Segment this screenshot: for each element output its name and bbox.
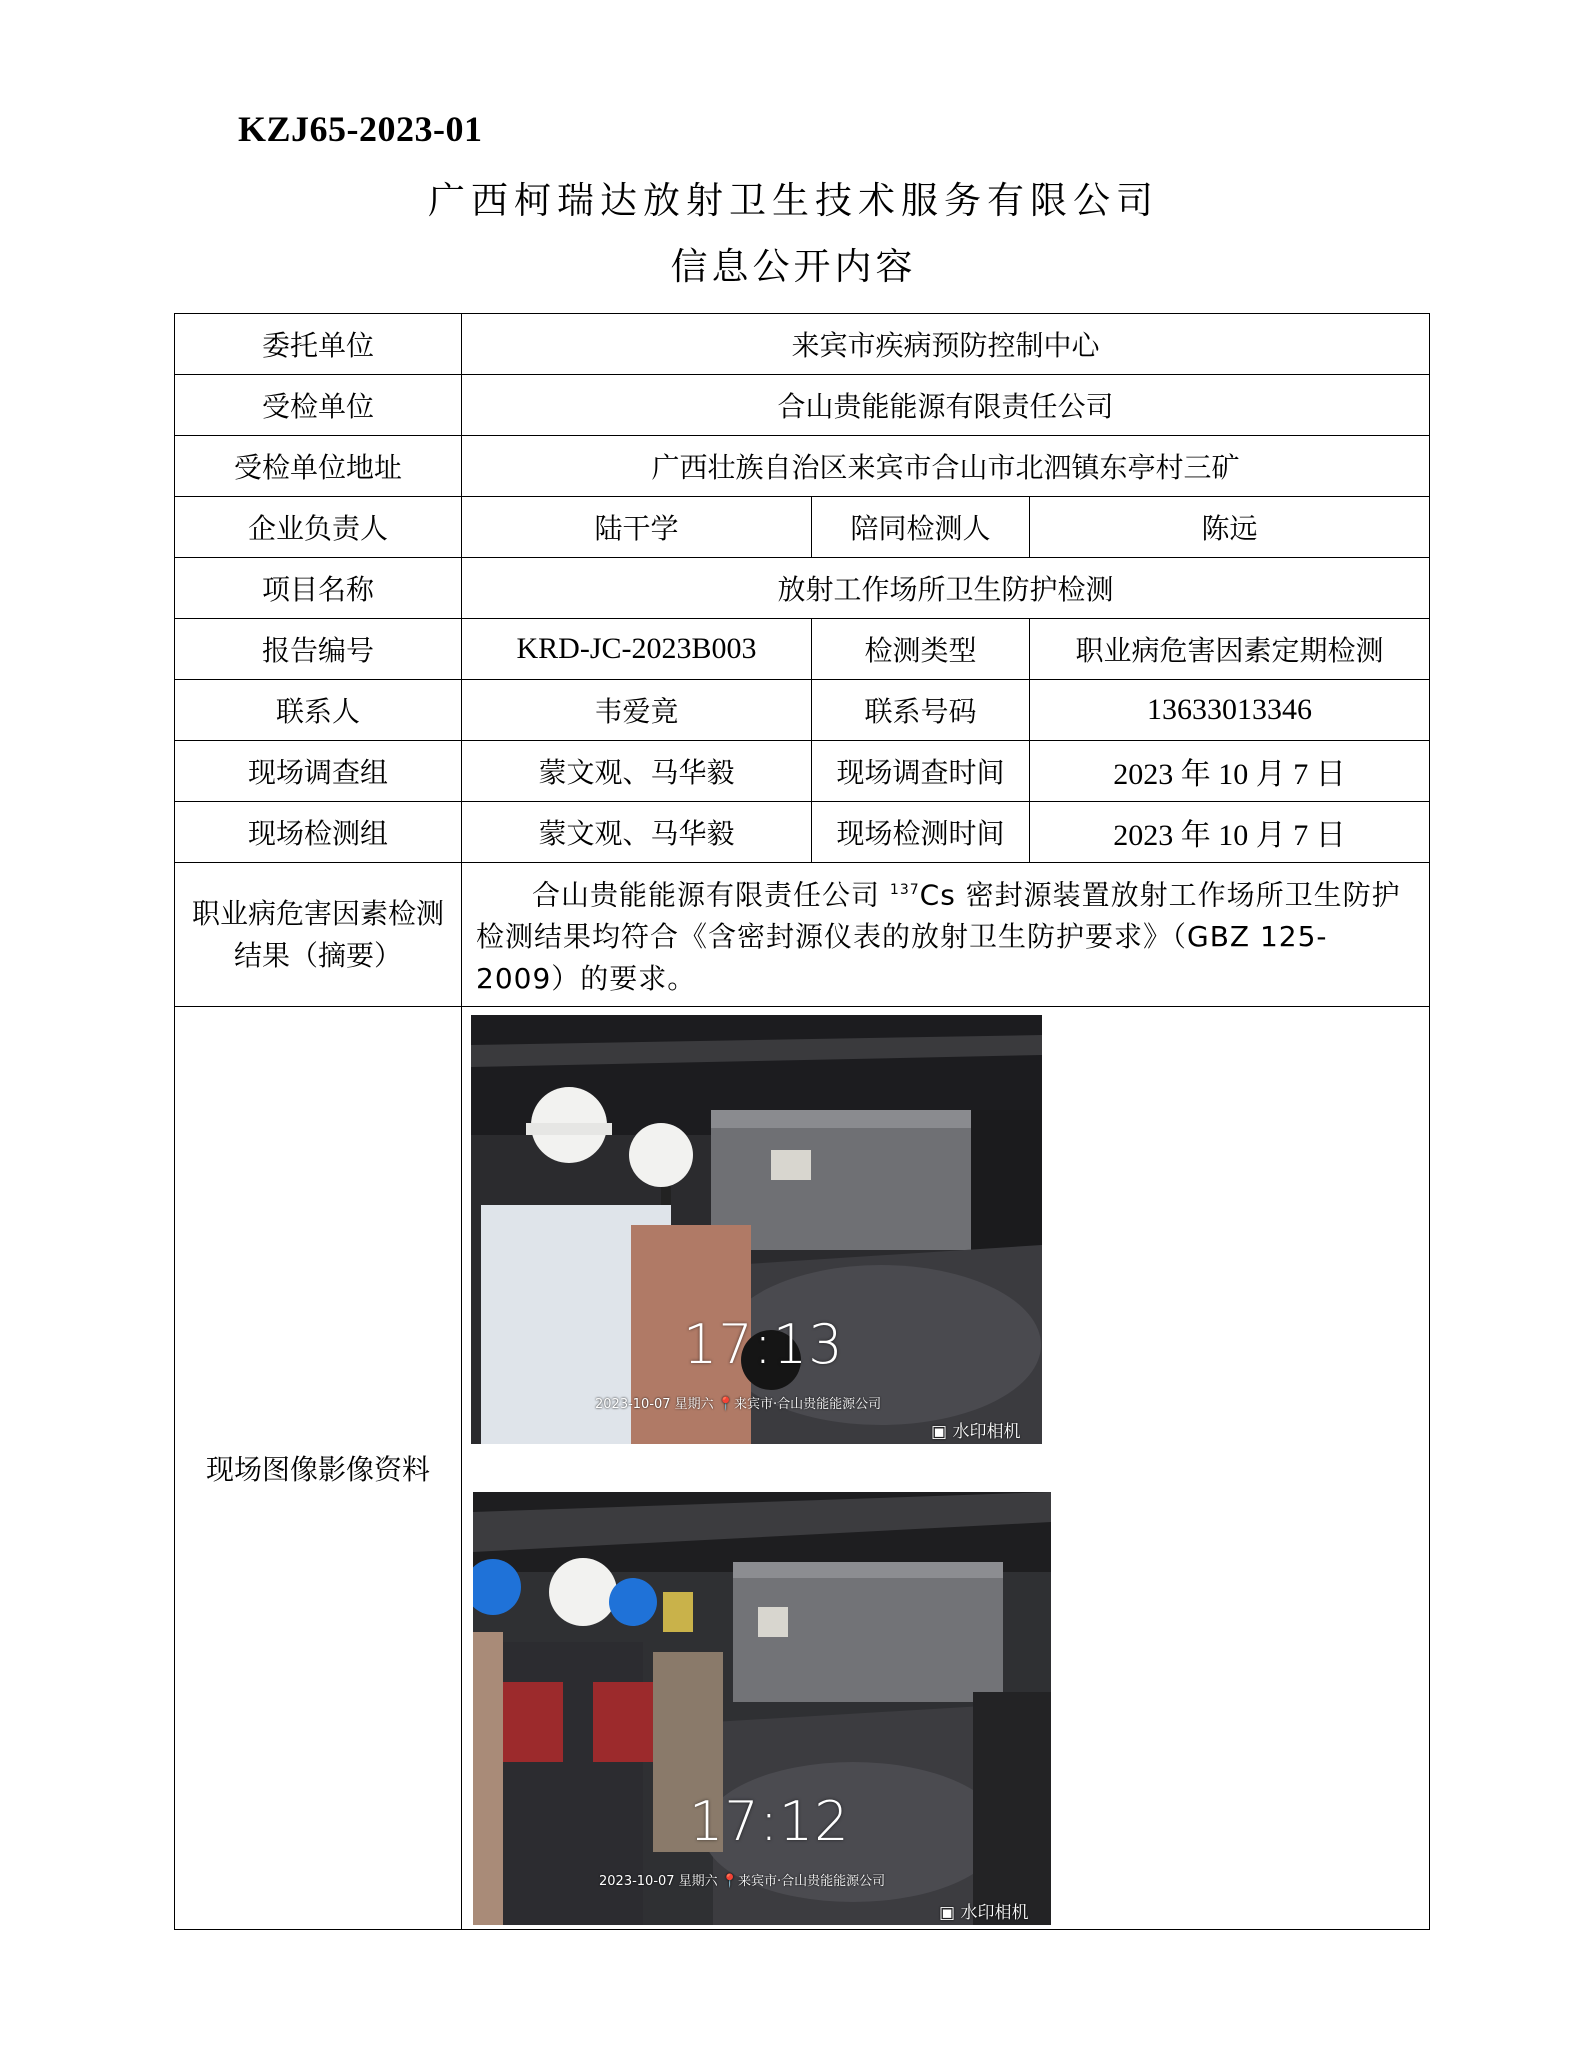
table-row [175,802,1430,863]
summary-label: 职业病危害因素检测结果（摘要） [175,863,462,1007]
camera-icon: ▣ [939,1903,956,1924]
photo-2-time: 17:12 [689,1790,850,1854]
summary-text-start: 合山贵能能源有限责任公司 [532,878,890,912]
table-row [175,314,1430,375]
type-label: 检测类型 [812,619,1030,680]
report-label: 报告编号 [175,619,462,680]
contact-label: 联系人 [175,680,462,741]
photo-1-time: 17:13 [683,1313,844,1377]
isotope-superscript: 137 [889,882,920,898]
photo-1-brand [931,1417,1020,1442]
test-group-label: 现场检测组 [175,802,462,863]
escort-value: 陈远 [1030,497,1430,558]
address-value: 广西壮族自治区来宾市合山市北泗镇东亭村三矿 [462,436,1430,497]
table-row [175,680,1430,741]
principal-label: 企业负责人 [175,497,462,558]
photo-2-brand-label: 水印相机 [960,1903,1029,1924]
site-photo-1-image [471,1015,1042,1444]
table-row [175,1007,1430,1930]
inspected-label: 受检单位 [175,375,462,436]
table-row [175,863,1430,1007]
document-code: KZJ65-2023-01 [238,109,483,149]
table-row [175,619,1430,680]
page-title: 信息公开内容 [670,245,917,288]
photo-1-brand-label: 水印相机 [952,1422,1021,1443]
type-value: 职业病危害因素定期检测 [1030,619,1430,680]
photo-2-brand [939,1898,1028,1923]
photo-2-caption: 2023-10-07 星期六 📍来宾市·合山贵能能源公司 [599,1874,886,1890]
summary-value [462,863,1430,1007]
client-label: 委托单位 [175,314,462,375]
escort-label: 陪同检测人 [812,497,1030,558]
survey-group-label: 现场调查组 [175,741,462,802]
project-label: 项目名称 [175,558,462,619]
address-label: 受检单位地址 [175,436,462,497]
site-photo-2-image [473,1492,1051,1925]
table-row [175,375,1430,436]
summary-text-end: Cs 密封源装置放射工作场所卫生防护检测结果均符合《含密封源仪表的放射卫生防护要求》（GBZ 125-2009）的要求。 [476,878,1401,996]
principal-value: 陆干学 [462,497,812,558]
summary-text [476,869,1415,1000]
site-photo-2 [473,1492,1051,1925]
images-label: 现场图像影像资料 [175,1007,462,1930]
inspected-value: 合山贵能能源有限责任公司 [462,375,1430,436]
survey-time-label: 现场调查时间 [812,741,1030,802]
phone-value: 13633013346 [1030,680,1430,741]
client-value: 来宾市疾病预防控制中心 [462,314,1430,375]
info-table [174,313,1430,1930]
photo-1-caption: 2023-10-07 星期六 📍来宾市·合山贵能能源公司 [595,1397,882,1413]
table-row [175,436,1430,497]
survey-group-value: 蒙文观、马华毅 [462,741,812,802]
phone-label: 联系号码 [812,680,1030,741]
images-cell [462,1007,1430,1930]
table-row [175,497,1430,558]
site-photo-1 [471,1015,1042,1444]
test-group-value: 蒙文观、马华毅 [462,802,812,863]
company-name: 广西柯瑞达放射卫生技术服务有限公司 [428,179,1159,222]
test-time-value: 2023 年 10 月 7 日 [1030,802,1430,863]
test-time-label: 现场检测时间 [812,802,1030,863]
camera-icon: ▣ [931,1422,948,1443]
table-row [175,558,1430,619]
table-row [175,741,1430,802]
report-value: KRD-JC-2023B003 [462,619,812,680]
project-value: 放射工作场所卫生防护检测 [462,558,1430,619]
contact-value: 韦爱竟 [462,680,812,741]
survey-time-value: 2023 年 10 月 7 日 [1030,741,1430,802]
